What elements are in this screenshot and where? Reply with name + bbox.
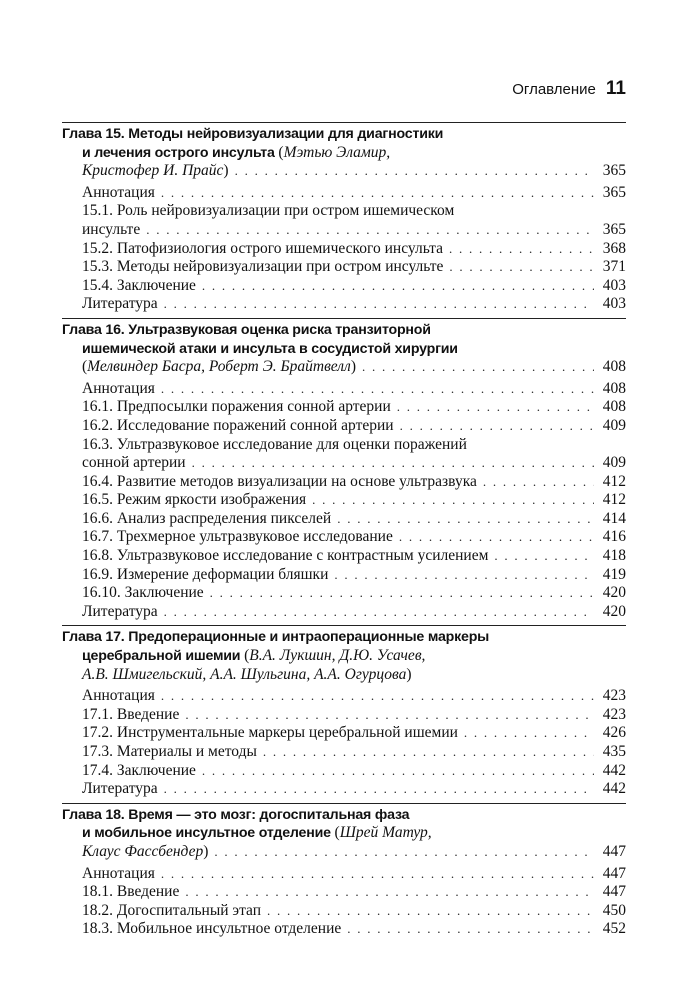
- toc-entry[interactable]: [62, 380, 626, 399]
- running-head: [512, 78, 626, 100]
- page-ref: 419: [602, 565, 626, 583]
- leader-dots: [483, 473, 594, 492]
- toc-text: 16.5. Режим яркости изображения: [82, 491, 307, 509]
- toc-text: 16.6. Анализ распределения пикселей: [82, 509, 332, 527]
- page-ref: 412: [602, 491, 626, 509]
- running-head-title: Оглавление: [512, 81, 596, 98]
- leader-dots: [399, 528, 594, 547]
- toc-text: 16.1. Предпосылки поражения сонной артерии: [82, 398, 391, 416]
- toc-entry[interactable]: [62, 743, 626, 762]
- leader-dots: [192, 454, 594, 473]
- toc-text: ишемической атаки и инсульта в сосудистой хирургии: [82, 340, 458, 357]
- chapter-title[interactable]: [62, 628, 626, 647]
- toc-text: 17.1. Введение: [82, 705, 180, 723]
- toc-text: 16.10. Заключение: [82, 584, 204, 602]
- leader-dots: [397, 398, 594, 417]
- leader-dots: [312, 491, 594, 510]
- page-ref: 420: [602, 602, 626, 620]
- toc-text: церебральной ишемии: [82, 648, 241, 665]
- chapter-18: [62, 803, 626, 939]
- toc-text: Кристофер И. Прайс: [82, 162, 224, 180]
- leader-dots: [334, 566, 594, 585]
- toc-entry[interactable]: [62, 762, 626, 781]
- toc-entry[interactable]: [62, 184, 626, 203]
- toc-entry[interactable]: [62, 528, 626, 547]
- page-ref: 447: [602, 883, 626, 901]
- page-ref: 403: [602, 295, 626, 313]
- toc-text: Литература: [82, 295, 158, 313]
- page-ref: 365: [602, 162, 626, 180]
- toc-entry[interactable]: [62, 202, 626, 221]
- leader-dots: [185, 883, 594, 902]
- toc-text: (: [82, 358, 88, 376]
- page-ref: 371: [602, 258, 626, 276]
- page-ref: 442: [602, 761, 626, 779]
- leader-dots: [214, 843, 594, 862]
- table-of-contents: [62, 122, 626, 939]
- toc-entry[interactable]: [62, 902, 626, 921]
- chapter-authors[interactable]: [62, 843, 626, 862]
- page-ref: 418: [602, 547, 626, 565]
- toc-entry-cont[interactable]: [62, 454, 626, 473]
- toc-text: ): [203, 842, 209, 860]
- toc-text: инсульте: [82, 220, 141, 238]
- page-ref: 365: [602, 220, 626, 238]
- toc-text: 18.2. Догоспитальный этап: [82, 901, 262, 919]
- toc-text: Глава 18. Время — это мозг: догоспитальная фаза: [62, 806, 410, 823]
- page-ref: 368: [602, 239, 626, 257]
- chapter-title[interactable]: [62, 125, 626, 144]
- toc-text: 17.2. Инструментальные маркеры церебральной ишемии: [82, 724, 458, 742]
- page-ref: 450: [602, 901, 626, 919]
- leader-dots: [267, 902, 594, 921]
- chapter-title-cont[interactable]: [62, 340, 626, 359]
- toc-entry[interactable]: [62, 547, 626, 566]
- toc-text: Глава 15. Методы нейровизуализации для диагностики: [62, 126, 444, 142]
- leader-dots: [449, 258, 594, 277]
- toc-text: и мобильное инсультное отделение: [82, 825, 331, 842]
- leader-dots: [161, 865, 594, 884]
- leader-dots: [146, 221, 594, 240]
- chapter-authors[interactable]: [62, 358, 626, 377]
- toc-entry[interactable]: [62, 724, 626, 743]
- page-ref: 408: [602, 379, 626, 397]
- leader-dots: [161, 380, 594, 399]
- toc-text: 16.3. Ультразвуковое исследование для оценки поражений: [82, 435, 467, 453]
- toc-entry[interactable]: [62, 398, 626, 417]
- toc-entry[interactable]: [62, 510, 626, 529]
- leader-dots: [164, 295, 594, 314]
- chapter-title[interactable]: [62, 806, 626, 825]
- toc-text: Аннотация: [82, 687, 155, 705]
- toc-text: ): [223, 162, 229, 180]
- page-ref: 403: [602, 276, 626, 294]
- toc-text: 18.1. Введение: [82, 883, 180, 901]
- page-ref: 416: [602, 528, 626, 546]
- chapter-title-cont[interactable]: [62, 647, 626, 666]
- toc-text: А.В. Шмигельский, А.А. Шульгина, А.А. Огурцова: [82, 665, 407, 683]
- leader-dots: [202, 277, 594, 296]
- page-ref: 409: [602, 416, 626, 434]
- page-ref: 423: [602, 705, 626, 723]
- toc-text: 18.3. Мобильное инсультное отделение: [82, 920, 342, 938]
- leader-dots: [337, 510, 594, 529]
- leader-dots: [449, 240, 594, 259]
- page-ref: 420: [602, 584, 626, 602]
- toc-text: 15.4. Заключение: [82, 276, 196, 294]
- leader-dots: [362, 358, 594, 377]
- toc-text: Глава 16. Ультразвуковая оценка риска транзиторной: [62, 321, 431, 338]
- toc-text: Аннотация: [82, 183, 155, 201]
- toc-text: 16.2. Исследование поражений сонной артерии: [82, 416, 394, 434]
- toc-entry[interactable]: [62, 277, 626, 296]
- chapter-17: [62, 625, 626, 798]
- leader-dots: [202, 762, 594, 781]
- leader-dots: [494, 547, 594, 566]
- page-ref: 435: [602, 743, 626, 760]
- toc-entry[interactable]: [62, 883, 626, 902]
- leader-dots: [263, 743, 594, 762]
- leader-dots: [210, 584, 594, 603]
- toc-entry[interactable]: [62, 566, 626, 585]
- toc-entry[interactable]: [62, 706, 626, 725]
- leader-dots: [161, 184, 594, 203]
- leader-dots: [235, 162, 594, 181]
- leader-dots: [464, 724, 594, 743]
- chapter-title[interactable]: [62, 321, 626, 340]
- toc-entry[interactable]: [62, 920, 626, 939]
- toc-entry[interactable]: [62, 295, 626, 314]
- toc-text: 17.4. Заключение: [82, 761, 196, 779]
- page-ref: 442: [602, 780, 626, 798]
- chapter-title-cont[interactable]: [62, 144, 626, 163]
- page-ref: 414: [602, 509, 626, 527]
- toc-entry[interactable]: [62, 603, 626, 622]
- toc-entry[interactable]: [62, 240, 626, 259]
- toc-text: Литература: [82, 602, 158, 620]
- toc-text: и лечения острого инсульта: [82, 144, 275, 161]
- toc-text: (: [334, 824, 340, 842]
- page-ref: 408: [602, 358, 626, 376]
- page-ref: 447: [602, 864, 626, 882]
- page-ref: 408: [602, 398, 626, 416]
- toc-text: 16.4. Развитие методов визуализации на основе ультразвука: [82, 472, 477, 490]
- toc-entry[interactable]: [62, 417, 626, 436]
- toc-text: Литература: [82, 780, 158, 798]
- toc-text: Клаус Фассбендер: [82, 842, 204, 860]
- toc-text: (: [278, 143, 284, 161]
- leader-dots: [161, 687, 594, 706]
- toc-text: ): [350, 358, 356, 376]
- toc-text: Аннотация: [82, 379, 155, 397]
- toc-text: Мелвиндер Басра, Роберт Э. Брайтвелл: [87, 358, 351, 376]
- page-ref: 409: [602, 454, 626, 472]
- chapter-authors[interactable]: [62, 162, 626, 181]
- toc-entry[interactable]: [62, 687, 626, 706]
- toc-entry[interactable]: [62, 865, 626, 884]
- toc-text: 16.9. Измерение деформации бляшки: [82, 565, 329, 583]
- toc-text: 15.1. Роль нейровизуализации при остром ишемическом: [82, 202, 455, 220]
- toc-entry[interactable]: [62, 258, 626, 277]
- toc-entry[interactable]: [62, 491, 626, 510]
- toc-entry[interactable]: [62, 780, 626, 799]
- toc-text: Аннотация: [82, 864, 155, 882]
- chapter-title-cont[interactable]: [62, 824, 626, 843]
- toc-text: 15.3. Методы нейровизуализации при остром инсульте: [82, 258, 444, 276]
- page-number: 11: [605, 78, 626, 99]
- toc-text: 16.8. Ультразвуковое исследование с контрастным усилением: [82, 547, 489, 565]
- toc-text: В.А. Лукшин, Д.Ю. Усачев,: [249, 647, 426, 665]
- toc-text: Мэтью Эламир,: [283, 143, 391, 161]
- toc-text: ): [406, 665, 412, 683]
- leader-dots: [185, 706, 594, 725]
- toc-entry[interactable]: [62, 473, 626, 492]
- toc-text: 16.7. Трехмерное ультразвуковое исследование: [82, 528, 393, 546]
- leader-dots: [400, 417, 594, 436]
- toc-entry[interactable]: [62, 584, 626, 603]
- toc-text: (: [244, 647, 250, 665]
- toc-entry[interactable]: [62, 436, 626, 455]
- page-ref: 412: [602, 472, 626, 490]
- leader-dots: [164, 603, 594, 622]
- chapter-authors[interactable]: [62, 666, 626, 685]
- chapter-16: [62, 318, 626, 622]
- toc-text: 15.2. Патофизиология острого ишемического инсульта: [82, 239, 444, 257]
- toc-text: Глава 17. Предоперационные и интраоперационные маркеры: [62, 629, 490, 646]
- page-ref: 426: [602, 724, 626, 742]
- toc-entry-cont[interactable]: [62, 221, 626, 240]
- leader-dots: [347, 920, 594, 939]
- page-ref: 423: [602, 687, 626, 705]
- toc-text: сонной артерии: [82, 454, 186, 472]
- page-ref: 365: [602, 183, 626, 201]
- page-ref: 452: [602, 920, 626, 938]
- toc-text: Шрей Матур,: [339, 824, 432, 842]
- chapter-15: [62, 122, 626, 314]
- leader-dots: [164, 780, 594, 799]
- toc-text: 17.3. Материалы и методы: [82, 743, 257, 760]
- page-ref: 447: [602, 842, 626, 860]
